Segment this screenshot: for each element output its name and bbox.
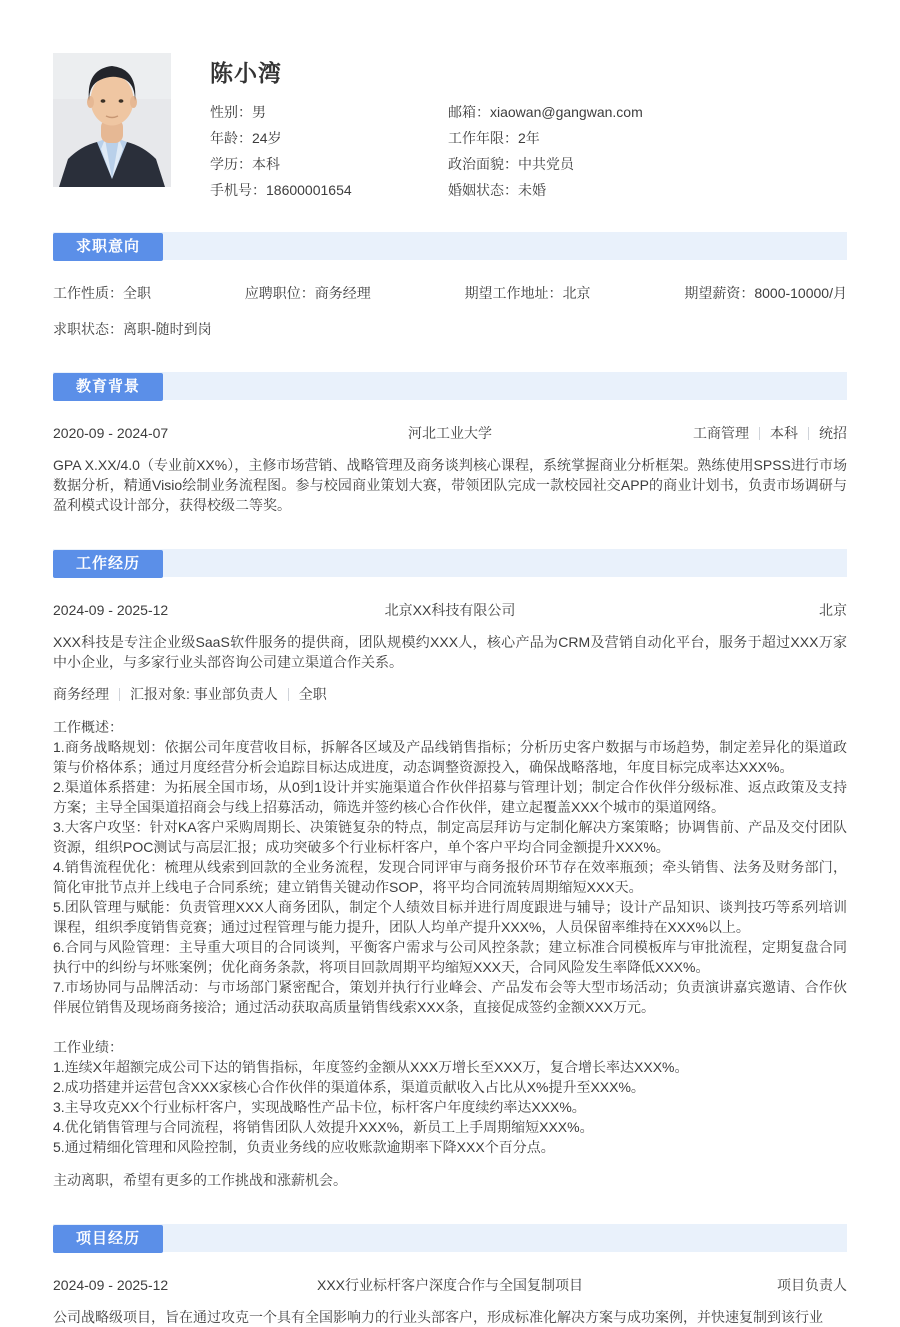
- field-marital-status-label: 婚姻状态：: [448, 182, 518, 198]
- field-job-nature-value: 全职: [123, 285, 151, 301]
- field-education-value: 本科: [252, 156, 280, 172]
- education-degree: 本科: [770, 425, 798, 441]
- work-company: 北京XX科技有限公司: [384, 602, 516, 618]
- field-target-position-value: 商务经理: [314, 285, 371, 301]
- field-gender-value: 男: [252, 104, 266, 120]
- field-age-value: 24岁: [252, 130, 282, 146]
- work-position: 商务经理: [53, 686, 109, 702]
- personal-info-grid: [210, 104, 847, 198]
- work-results-item: 5.通过精细化管理和风险控制，负责业务线的应收账款逾期率下降XXX个百分点。: [53, 1139, 555, 1155]
- work-results-item: 1.连续X年超额完成公司下达的销售指标，年度签约金额从XXX万增长至XXX万，复合增长率达XXX%。: [53, 1059, 689, 1075]
- field-job-status: [53, 321, 847, 338]
- section-education-bar: [53, 372, 847, 400]
- field-work-years-label: 工作年限：: [448, 130, 518, 146]
- job-intention-row: [53, 285, 847, 302]
- project-role: 项目负责人: [777, 1277, 847, 1293]
- education-description: GPA X.XX/4.0（专业前XX%），主修市场营销、战略管理及商务谈判核心课程，系统掌握商业分析框架。熟练使用SPSS进行市场数据分析，精通Visio绘制业务流程图。参与校园商业策划大赛，带领团队完成一款校园社交APP的商业计划书，负责市场调研与盈利模式设计部分，获得校级二等奖。: [53, 457, 847, 513]
- field-work-years: [448, 130, 847, 146]
- field-age: [210, 130, 448, 146]
- work-results-item: 2.成功搭建并运营包含XXX家核心合作伙伴的渠道体系，渠道贡献收入占比从X%提升至XXX%。: [53, 1079, 645, 1095]
- work-overview-heading: 工作概述：: [53, 719, 123, 735]
- field-gender: [210, 104, 448, 120]
- project-meta-row: [53, 1276, 847, 1294]
- field-expected-salary-label: 期望薪资：: [684, 285, 755, 301]
- work-overview-item: 1.商务战略规划：依据公司年度营收目标，拆解各区域及产品线销售指标；分析历史客户数据与市场趋势，制定差异化的渠道政策与价格体系；通过月度经营分析会追踪目标达成进度，动态调整资源投入，确保战略落地，年度目标完成率达XXX%。: [53, 739, 847, 775]
- field-email: [448, 104, 847, 120]
- resume-header: [53, 53, 847, 198]
- field-political-status-label: 政治面貌：: [448, 156, 518, 172]
- work-overview-item: 4.销售流程优化：梳理从线索到回款的全业务流程，发现合同评审与商务报价环节存在效率瓶颈；牵头销售、法务及财务部门，简化审批节点并上线电子合同系统；建立销售关键动作SOP，将平均合同流转周期缩短XXX天。: [53, 859, 847, 895]
- section-work-experience: [53, 549, 847, 1190]
- field-phone: [210, 182, 448, 198]
- candidate-name: 陈小湾: [210, 60, 282, 86]
- project-period: 2024-09 - 2025-12: [53, 1277, 169, 1293]
- work-position-row: [53, 684, 847, 704]
- work-results-item: 3.主导攻克XX个行业标杆客户，实现战略性产品卡位，标杆客户年度续约率达XXX%。: [53, 1099, 586, 1115]
- field-target-location-label: 期望工作地址：: [464, 285, 563, 301]
- field-phone-value: 18600001654: [266, 182, 352, 198]
- work-period: 2024-09 - 2025-12: [53, 602, 169, 618]
- work-overview-item: 6.合同与风险管理：主导重大项目的合同谈判，平衡客户需求与公司风控条款；建立标准合同模板库与审批流程，定期复盘合同执行中的纠纷与坏账案例；优化商务条款，将项目回款周期平均缩短XXX天，合同风险发生率降低XXX%。: [53, 939, 847, 975]
- field-job-nature-label: 工作性质：: [53, 285, 123, 301]
- field-email-label: 邮箱：: [448, 104, 490, 120]
- work-overview-item: 2.渠道体系搭建：为拓展全国市场，从0到1设计并实施渠道合作伙伴招募与管理计划；制定合作伙伴分级标准、返点政策及支持方案；主导全国渠道招商会与线上招募活动，筛选并签约核心合作伙伴，建立起覆盖XXX个城市的渠道网络。: [53, 779, 847, 815]
- section-education: [53, 372, 847, 515]
- work-overview-item: 5.团队管理与赋能：负责管理XXX人商务团队，制定个人绩效目标并进行周度跟进与辅导；设计产品知识、谈判技巧等系列培训课程，组织季度销售竞赛；通过过程管理与能力提升，团队人均单产提升XXX%，人员保留率维持在XXX%以上。: [53, 899, 847, 935]
- separator: [288, 688, 289, 701]
- field-gender-label: 性别：: [210, 104, 252, 120]
- education-meta-row: [53, 424, 847, 442]
- field-target-location: [465, 285, 591, 302]
- section-job-intention-title: 求职意向: [53, 233, 163, 261]
- separator: [808, 427, 809, 440]
- section-work-experience-title: 工作经历: [53, 550, 163, 578]
- education-period: 2020-09 - 2024-07: [53, 425, 169, 441]
- education-school: 河北工业大学: [408, 425, 492, 441]
- field-job-nature: [53, 285, 151, 302]
- education-admission: 统招: [819, 425, 847, 441]
- work-results-item: 4.优化销售管理与合同流程，将销售团队人效提升XXX%，新员工上手周期缩短XXX%。: [53, 1119, 594, 1135]
- field-expected-salary-value: 8000-10000/月: [754, 285, 847, 301]
- work-meta-row: [53, 601, 847, 619]
- section-education-title: 教育背景: [53, 373, 163, 401]
- field-political-status: [448, 156, 847, 172]
- leaving-reason: 主动离职，希望有更多的工作挑战和涨薪机会。: [53, 1172, 347, 1188]
- field-job-status-label: 求职状态：: [53, 321, 123, 337]
- field-target-position: [245, 285, 371, 302]
- field-target-position-label: 应聘职位：: [244, 285, 315, 301]
- work-overview-list: [53, 737, 847, 1017]
- portrait-illustration: [53, 53, 171, 187]
- education-detail: [617, 424, 847, 442]
- work-type: 全职: [298, 686, 327, 702]
- field-marital-status-value: 未婚: [518, 182, 546, 198]
- section-project-experience-bar: [53, 1224, 847, 1252]
- field-age-label: 年龄：: [210, 130, 252, 146]
- section-project-experience: [53, 1224, 847, 1327]
- field-job-status-value: 离职-随时到岗: [123, 321, 212, 337]
- field-political-status-value: 中共党员: [518, 156, 574, 172]
- field-target-location-value: 北京: [562, 285, 591, 301]
- work-report-to: 汇报对象: 事业部负责人: [130, 686, 278, 702]
- field-expected-salary: [684, 285, 847, 302]
- work-results-list: [53, 1057, 847, 1157]
- section-work-experience-bar: [53, 549, 847, 577]
- work-results-heading: 工作业绩：: [53, 1039, 123, 1055]
- profile-photo: [53, 53, 171, 187]
- section-project-experience-title: 项目经历: [53, 1225, 163, 1253]
- field-education: [210, 156, 448, 172]
- work-overview-item: 7.市场协同与品牌活动：与市场部门紧密配合，策划并执行行业峰会、产品发布会等大型市场活动；负责演讲嘉宾邀请、合作伙伴展位销售及现场商务接洽；通过活动获取高质量销售线索XXX条，直接促成签约金额XXX万元。: [53, 979, 847, 1015]
- work-overview-item: 3.大客户攻坚：针对KA客户采购周期长、决策链复杂的特点，制定高层拜访与定制化解决方案策略；协调售前、产品及交付团队资源，组织POC测试与高层汇报；成功突破多个行业标杆客户，单个客户平均合同金额提升XXX%。: [53, 819, 847, 855]
- field-marital-status: [448, 182, 847, 198]
- field-education-label: 学历：: [210, 156, 252, 172]
- personal-info: [210, 53, 847, 198]
- section-job-intention: [53, 232, 847, 338]
- field-email-value: xiaowan@gangwan.com: [490, 104, 643, 120]
- work-city: 北京: [819, 602, 847, 618]
- education-major: 工商管理: [693, 425, 749, 441]
- separator: [119, 688, 120, 701]
- separator: [759, 427, 760, 440]
- project-name: XXX行业标杆客户深度合作与全国复制项目: [316, 1277, 583, 1293]
- field-work-years-value: 2年: [518, 130, 540, 146]
- company-intro: XXX科技是专注企业级SaaS软件服务的提供商，团队规模约XXX人，核心产品为CRM及营销自动化平台，服务于超过XXX万家中小企业，与多家行业头部咨询公司建立渠道合作关系。: [53, 634, 847, 670]
- project-description: 公司战略级项目，旨在通过攻克一个具有全国影响力的行业头部客户，形成标准化解决方案与成功案例，并快速复制到该行业: [53, 1309, 823, 1325]
- section-job-intention-bar: [53, 232, 847, 260]
- field-phone-label: 手机号：: [210, 182, 266, 198]
